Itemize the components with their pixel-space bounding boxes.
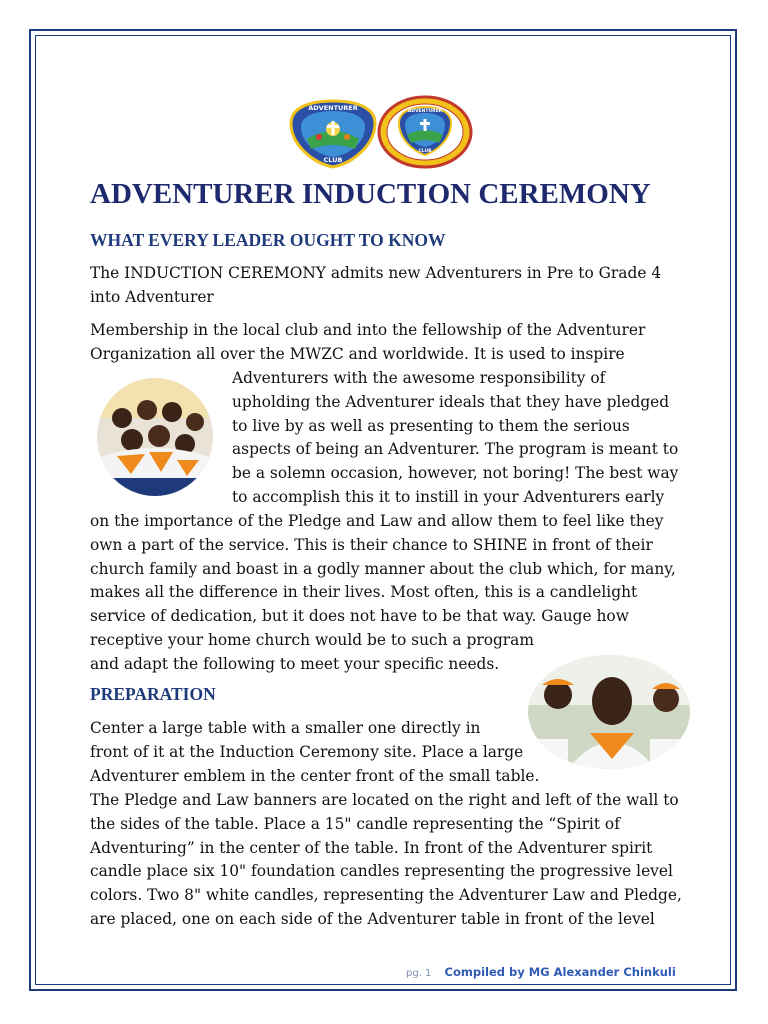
- text-line: be a solemn occasion, however, not boring! The best way: [232, 464, 679, 483]
- club-logos: [289, 95, 479, 170]
- text-line: makes all the difference in their lives. Most often, this is a candlelight: [90, 583, 638, 602]
- section-heading-preparation: PREPARATION: [90, 684, 216, 704]
- paragraph-induction: [90, 262, 661, 310]
- text-line: The Pledge and Law banners are located on the right and left of the wall to: [90, 791, 679, 809]
- text-line: to accomplish this it to instill in your Adventurers early: [232, 487, 665, 506]
- text-line: upholding the Adventurer ideals that they have pledged: [232, 392, 670, 411]
- text-line: service of dedication, but it does not have to be that way. Gauge how: [90, 607, 629, 626]
- page-title: ADVENTURER INDUCTION CEREMONY: [90, 178, 651, 210]
- text-line: the sides of the table. Place a 15" candle representing the “Spirit of: [90, 814, 620, 833]
- text-line: Adventurer emblem in the center front of the small table.: [90, 766, 540, 785]
- leader-portrait-photo: [528, 655, 690, 769]
- text-line: front of it at the Induction Ceremony site. Place a large: [90, 742, 524, 761]
- section-heading-leader: WHAT EVERY LEADER OUGHT TO KNOW: [90, 230, 446, 250]
- left-logo-text-bottom: CLUB: [323, 156, 343, 164]
- footer-credit: Compiled by MG Alexander Chinkuli: [444, 965, 676, 979]
- text-line: Organization all over the MWZC and worldwide. It is used to inspire: [90, 344, 625, 363]
- text-line: and adapt the following to meet your specific needs.: [90, 654, 500, 673]
- right-logo-text-bottom: CLUB: [418, 149, 432, 154]
- paragraph-preparation-full: [90, 789, 682, 932]
- text-line: receptive your home church would be to such a program: [90, 630, 534, 649]
- text-line: to live by as well as presenting to them the serious: [232, 416, 630, 435]
- text-line: aspects of being an Adventurer. The program is meant to: [232, 440, 679, 459]
- text-line: Adventuring” in the center of the table. In front of the Adventurer spirit: [90, 838, 653, 857]
- adventurer-club-logo-right: [377, 95, 473, 169]
- text-line: are placed, one on each side of the Adventurer table in front of the level: [90, 909, 655, 928]
- text-line: candle place six 10" foundation candles representing the progressive level: [90, 862, 673, 881]
- text-line: The INDUCTION CEREMONY admits new Adventurers in Pre to Grade 4: [90, 264, 662, 282]
- adventurers-group-photo: [97, 378, 213, 496]
- paragraph-membership-rest: [90, 510, 676, 677]
- text-line: church family and boast in a godly manner about the club which, for many,: [90, 559, 676, 578]
- page-number: pg. 1: [406, 968, 432, 979]
- paragraph-membership-indented: [232, 367, 678, 510]
- text-line: into Adventurer: [90, 287, 214, 306]
- page-footer: [406, 961, 676, 980]
- left-logo-text-top: ADVENTURER: [308, 104, 358, 112]
- text-line: Membership in the local club and into the fellowship of the Adventurer: [90, 321, 646, 339]
- text-line: own a part of the service. This is their chance to SHINE in front of their: [90, 535, 653, 554]
- text-line: Adventurers with the awesome responsibility of: [232, 369, 606, 387]
- paragraph-membership-top: [90, 319, 645, 367]
- text-line: colors. Two 8" white candles, representing the Adventurer Law and Pledge,: [90, 886, 682, 905]
- text-line: on the importance of the Pledge and Law and allow them to feel like they: [90, 512, 664, 530]
- paragraph-preparation-short: [90, 717, 539, 788]
- adventurer-club-logo-left: [289, 99, 377, 169]
- right-logo-text-top: ADVENTURER: [407, 109, 443, 114]
- text-line: Center a large table with a smaller one directly in: [90, 719, 481, 737]
